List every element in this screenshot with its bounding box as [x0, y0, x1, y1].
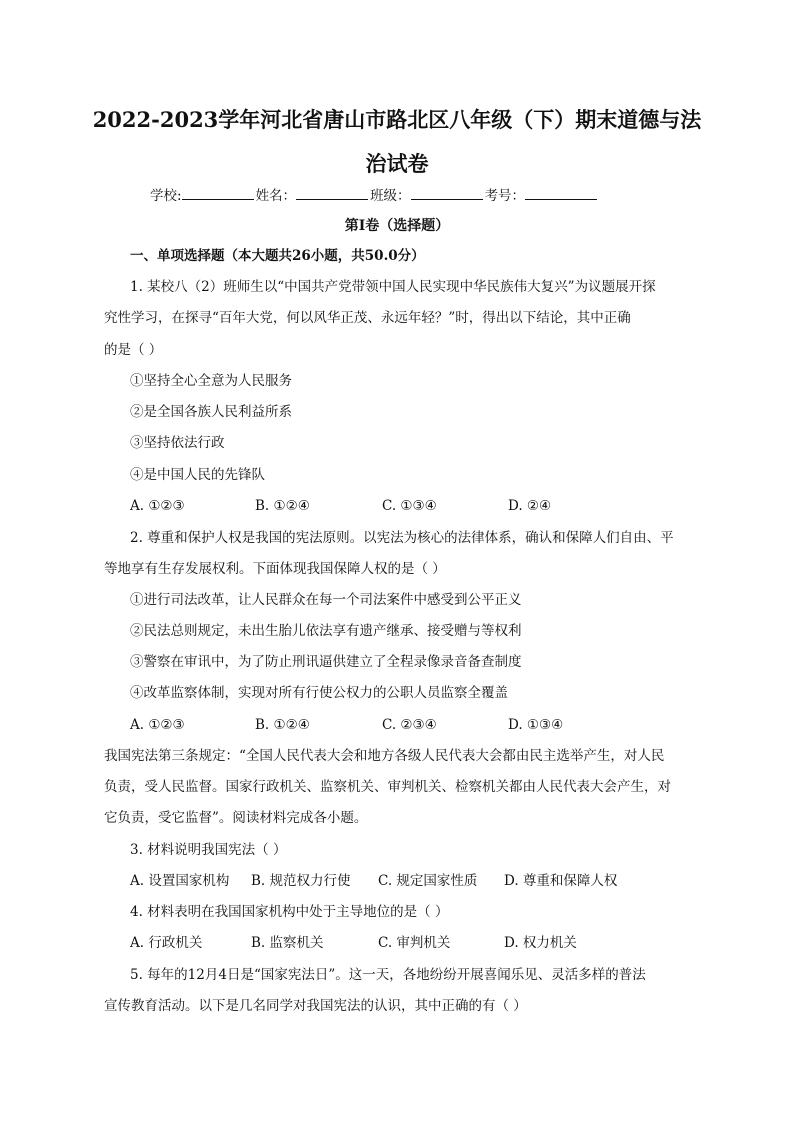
school-blank: [182, 186, 254, 200]
exam-title-line2: 治试卷: [365, 151, 429, 176]
material-line-3: 它负责，受它监督”。阅读材料完成各小题。: [104, 810, 368, 826]
q1-option-b: B. ①②④: [255, 498, 310, 514]
q3-option-b: B. 规范权力行使: [251, 873, 351, 889]
q1-line-1: 1. 某校八（2）班师生以“中国共产党带领中国人民实现中华民族伟大复兴”为议题展开探: [130, 279, 656, 295]
q3-option-d: D. 尊重和保障人权: [504, 873, 618, 889]
q1-line-3: 的是（ ）: [104, 342, 163, 358]
q1-statement-4: ④是中国人民的先锋队: [130, 467, 265, 483]
exam-title-line1: 2022-2023学年河北省唐山市路北区八年级（下）期末道德与法: [92, 107, 702, 132]
part-title: 一、单项选择题（本大题共26小题，共50.0分）: [130, 248, 425, 264]
q1-option-d: D. ②④: [508, 498, 552, 514]
q1-statement-1: ①坚持全心全意为人民服务: [130, 373, 292, 389]
q2-option-d: D. ①③④: [508, 717, 564, 733]
q1-option-a: A. ①②③: [130, 498, 185, 514]
class-blank: [411, 186, 483, 200]
q4-option-b: B. 监察机关: [251, 935, 324, 951]
q3-line-1: 3. 材料说明我国宪法（ ）: [130, 842, 287, 858]
q2-option-b: B. ①②④: [255, 717, 310, 733]
name-blank: [296, 186, 368, 200]
q1-statement-2: ②是全国各族人民利益所系: [130, 404, 292, 420]
q4-option-a: A. 行政机关: [130, 935, 203, 951]
q1-statement-3: ③坚持依法行政: [130, 435, 225, 451]
q1-option-c: C. ①③④: [382, 498, 437, 514]
q2-line-2: 等地享有生存发展权利。下面体现我国保障人权的是（ ）: [104, 561, 446, 577]
q2-statement-1: ①进行司法改革，让人民群众在每一个司法案件中感受到公平正义: [130, 592, 522, 608]
section-title: 第I卷（选择题）: [344, 218, 450, 234]
q4-option-d: D. 权力机关: [504, 935, 577, 951]
q2-line-1: 2. 尊重和保护人权是我国的宪法原则。以宪法为核心的法律体系，确认和保障人们自由、平: [130, 530, 674, 546]
q2-statement-3: ③警察在审讯中，为了防止刑讯逼供建立了全程录像录音备查制度: [130, 654, 522, 670]
q3-option-c: C. 规定国家性质: [378, 873, 478, 889]
q5-line-2: 宣传教育活动。以下是几名同学对我国宪法的认识，其中正确的有（ ）: [104, 998, 527, 1014]
number-label: 考号：: [484, 188, 526, 204]
q2-option-c: C. ②③④: [382, 717, 437, 733]
q3-option-a: A. 设置国家机构: [130, 873, 230, 889]
name-label: 姓名：: [255, 188, 297, 204]
q2-statement-2: ②民法总则规定，未出生胎儿依法享有遗产继承、接受赠与等权利: [130, 623, 522, 639]
q2-option-a: A. ①②③: [130, 717, 185, 733]
material-line-1: 我国宪法第三条规定：“全国人民代表大会和地方各级人民代表大会都由民主选举产生，对人民: [104, 748, 665, 764]
q5-line-1: 5. 每年的12月4日是“国家宪法日”。这一天，各地纷纷开展喜闻乐见、灵活多样的普法: [130, 967, 646, 983]
q4-option-c: C. 审判机关: [378, 935, 451, 951]
q1-line-2: 究性学习，在探寻“百年大党，何以风华正茂、永远年轻？”时，得出以下结论，其中正确: [104, 310, 631, 326]
material-line-2: 负责，受人民监督。国家行政机关、监察机关、审判机关、检察机关都由人民代表大会产生，对: [104, 779, 671, 795]
number-blank: [525, 186, 597, 200]
school-label: 学校:: [150, 188, 182, 204]
class-label: 班级：: [370, 188, 411, 204]
q4-line-1: 4. 材料表明在我国国家机构中处于主导地位的是（ ）: [130, 904, 449, 920]
student-info-row: [150, 186, 644, 206]
q2-statement-4: ④改革监察体制，实现对所有行使公权力的公职人员监察全覆盖: [130, 685, 508, 701]
